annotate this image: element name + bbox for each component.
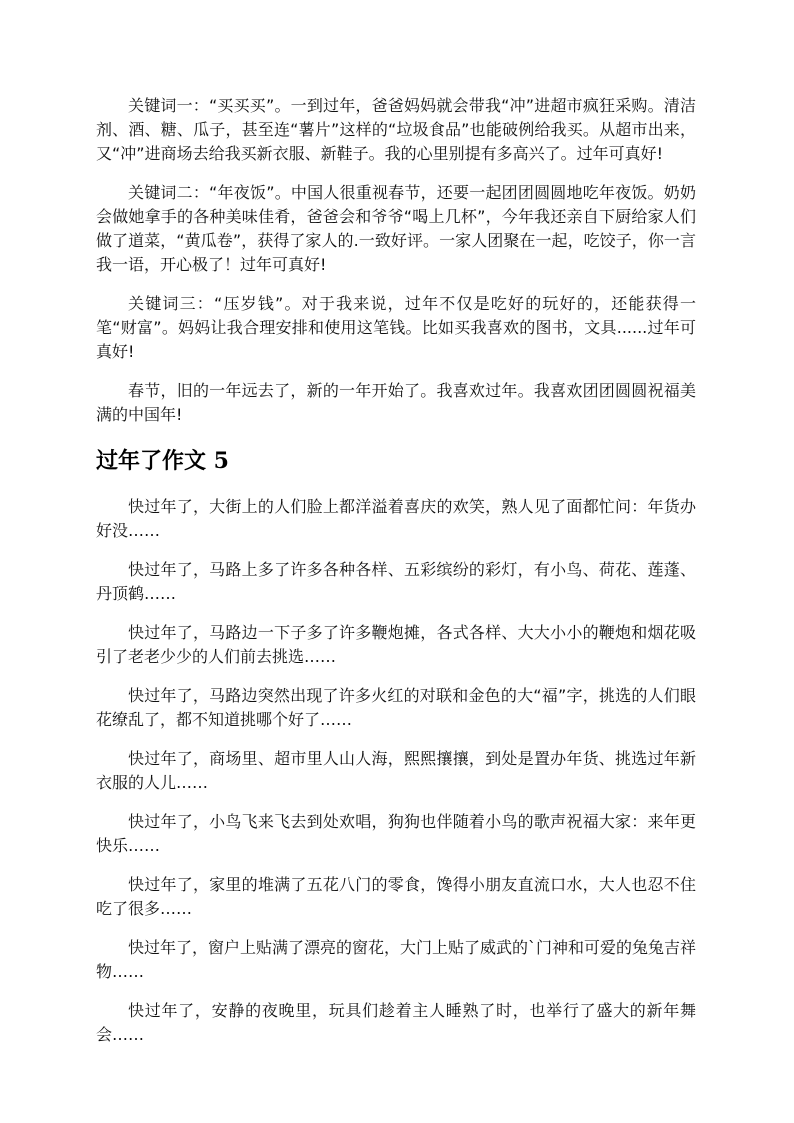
- paragraph-5-1: 快过年了，大街上的人们脸上都洋溢着喜庆的欢笑，熟人见了面都忙问：年货办好没……: [96, 497, 696, 540]
- paragraph-keyword-3: 关键词三：“压岁钱”。对于我来说，过年不仅是吃好的玩好的，还能获得一笔“财富”。妈妈让我合理安排和使用这笔钱。比如买我喜欢的图书，文具......过年可真好!: [96, 294, 696, 361]
- paragraph-5-8: 快过年了，窗户上贴满了漂亮的窗花，大门上贴了威武的`门神和可爱的兔兔吉祥物……: [96, 938, 697, 981]
- paragraph-5-2: 快过年了，马路上多了许多各种各样、五彩缤纷的彩灯，有小鸟、荷花、莲蓬、丹顶鹤……: [96, 560, 696, 603]
- paragraph-keyword-2: 关键词二：“年夜饭”。中国人很重视春节，还要一起团团圆圆地吃年夜饭。奶奶会做她拿手的各种美味佳肴，爸爸会和爷爷“喝上几杯”，今年我还亲自下厨给家人们做了道菜，“黄瓜卷”，获得了家人的.一致好评。一家人团聚在一起，吃饺子，你一言我一语，开心极了！过年可真好!: [96, 183, 696, 274]
- paragraph-5-9: 快过年了，安静的夜晚里，玩具们趁着主人睡熟了时，也举行了盛大的新年舞会……: [96, 1001, 696, 1044]
- paragraph-5-5: 快过年了，商场里、超市里人山人海，熙熙攘攘，到处是置办年货、挑选过年新衣服的人儿……: [96, 749, 696, 792]
- paragraph-5-6: 快过年了，小鸟飞来飞去到处欢唱，狗狗也伴随着小鸟的歌声祝福大家：来年更快乐……: [96, 812, 696, 855]
- paragraph-keyword-1: 关键词一：“买买买”。一到过年，爸爸妈妈就会带我“冲”进超市疯狂采购。清洁剂、酒、糖、瓜子，甚至连“薯片”这样的“垃圾食品”也能破例给我买。从超市出来，又“冲”进商场去给我买新衣服、新鞋子。我的心里别提有多高兴了。过年可真好!: [96, 96, 696, 163]
- paragraph-5-4: 快过年了，马路边突然出现了许多火红的对联和金色的大“福”字，挑选的人们眼花缭乱了，都不知道挑哪个好了……: [96, 686, 696, 729]
- paragraph-conclusion: 春节，旧的一年远去了，新的一年开始了。我喜欢过年。我喜欢团团圆圆祝福美满的中国年!: [96, 381, 696, 424]
- paragraph-5-7: 快过年了，家里的堆满了五花八门的零食，馋得小朋友直流口水，大人也忍不住吃了很多……: [96, 875, 696, 918]
- paragraph-5-3: 快过年了，马路边一下子多了许多鞭炮摊，各式各样、大大小小的鞭炮和烟花吸引了老老少少的人们前去挑选……: [96, 623, 696, 666]
- section-heading: 过年了作文 5: [96, 448, 229, 474]
- document-page: [96, 94, 696, 1062]
